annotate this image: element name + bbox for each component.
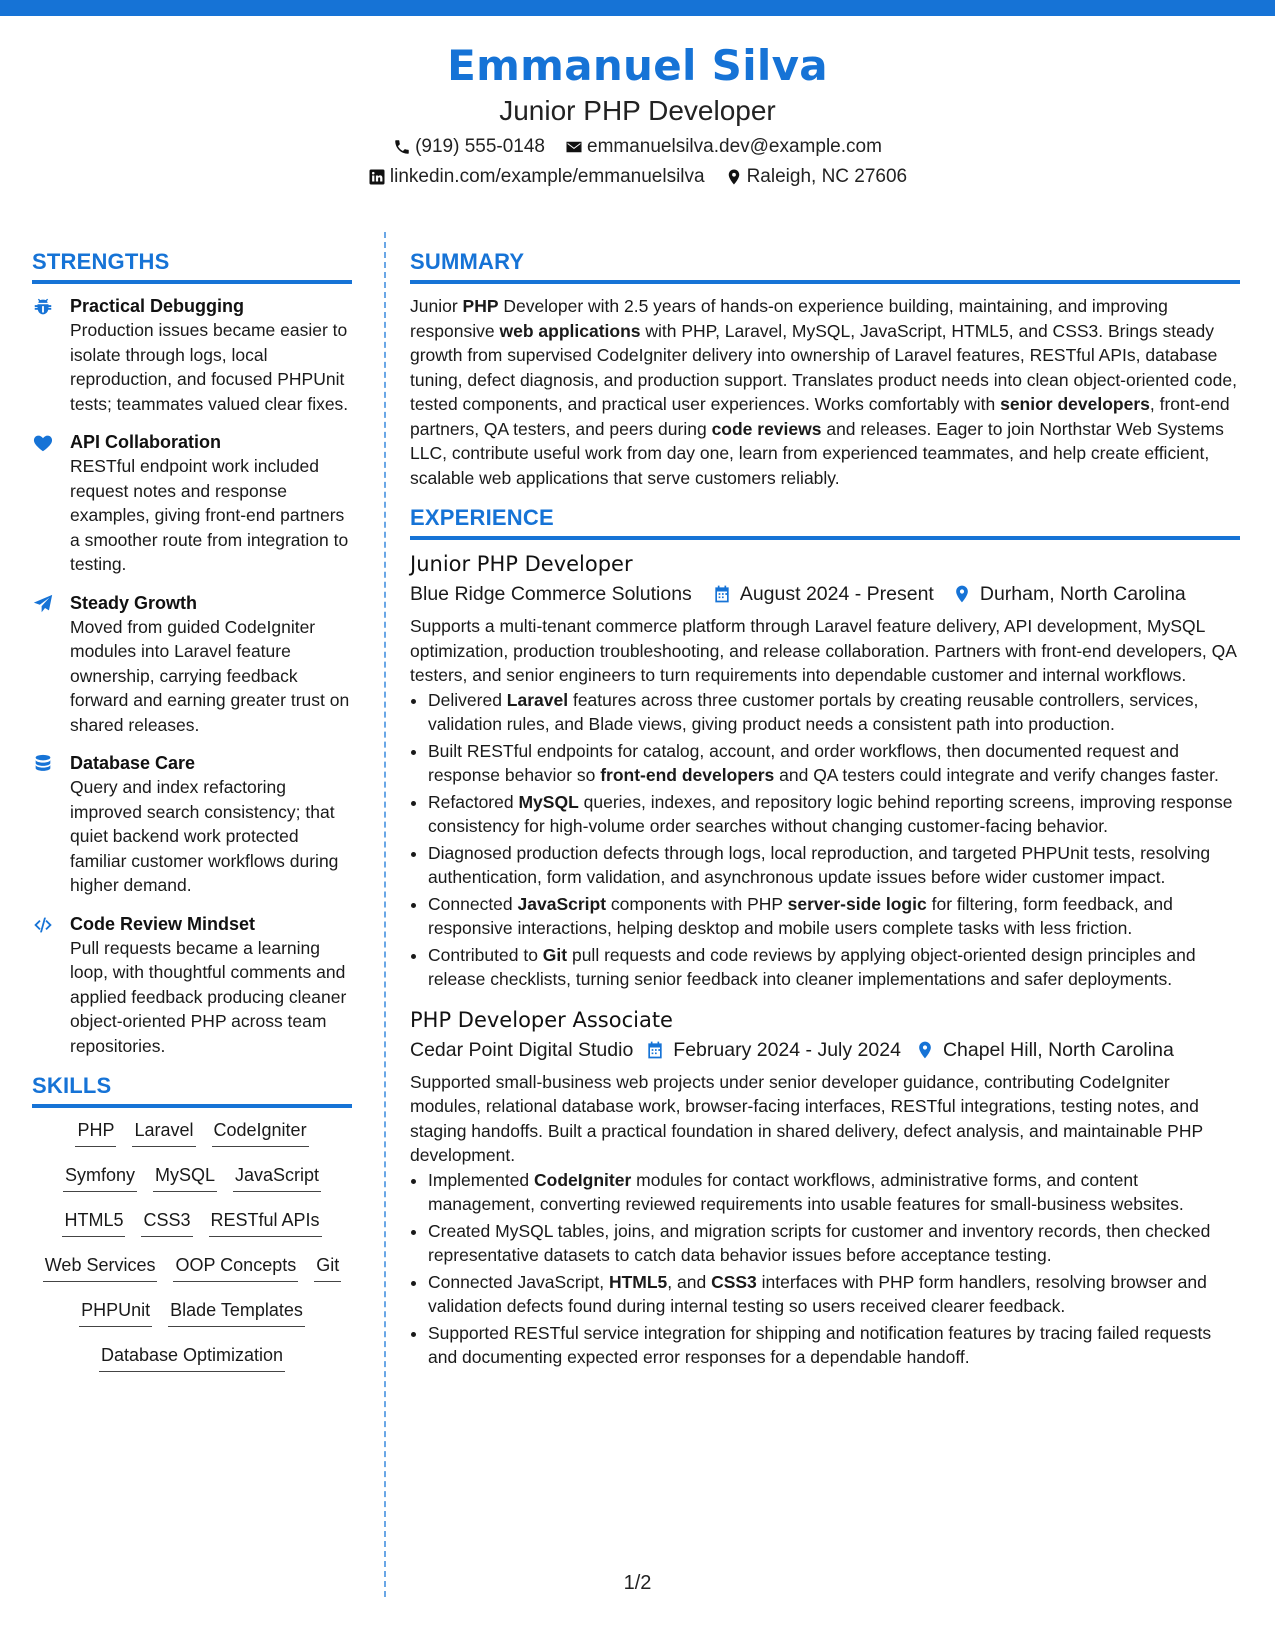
job-title: Junior PHP Developer (410, 552, 633, 576)
text-segment: for filtering, form feedback, and responsive interactions, helping desktop and mobile users complete tasks with less friction. (428, 893, 1173, 938)
strength-item (32, 751, 352, 898)
text-segment: , and (667, 1271, 712, 1292)
bullet-item (428, 790, 1240, 839)
text-segment: Contributed to (428, 944, 543, 965)
map-pin-icon (725, 168, 743, 186)
email-text[interactable]: emmanuelsilva.dev@example.com (587, 136, 882, 157)
skill-tag: Web Services (43, 1253, 158, 1282)
text-segment: Delivered (428, 689, 507, 710)
candidate-title: Junior PHP Developer (499, 95, 776, 126)
skill-tag: Blade Templates (168, 1298, 305, 1327)
text-segment: pull requests and code reviews by applying object-oriented design principles and release checklists, turning senior feedback into cleaner implementations and safer deployments. (428, 944, 1196, 989)
emphasis-text: web applications (499, 320, 641, 341)
skills-row (36, 1163, 348, 1192)
skills-row (36, 1298, 348, 1327)
bullet-item (428, 739, 1240, 788)
strength-title: Practical Debugging (70, 296, 245, 316)
bullet-item (428, 1168, 1240, 1217)
text-segment: modules for contact workflows, administrative forms, and content management, converting reviewed requirements into usable features for small-business websites. (428, 1169, 1184, 1214)
strength-title: API Collaboration (70, 432, 222, 452)
bug-icon (32, 294, 70, 416)
emphasis-text: PHP (462, 296, 499, 316)
bullet-item (428, 688, 1240, 737)
job-description: Supported small-business web projects under senior developer guidance, contributing CodeIgniter modules, relational database work, browser-facing interfaces, RESTful integrations, testing notes, and staging handoffs. Built a practical foundation in shared delivery, defect analysis, and maintainable PHP development. (410, 1071, 1203, 1165)
job-company: Blue Ridge Commerce Solutions (410, 583, 692, 605)
phone-icon (393, 138, 411, 156)
job-entry (410, 550, 1240, 992)
text-segment: Connected JavaScript, (428, 1271, 609, 1292)
map-pin-icon (915, 1040, 935, 1060)
job-bullets (410, 1168, 1240, 1370)
bullet-item (428, 1219, 1240, 1268)
summary-heading: SUMMARY (410, 248, 1240, 284)
bullet-item (428, 943, 1240, 992)
text-segment: , front-end partners, QA testers, and peers during (410, 394, 1230, 439)
skills-row (36, 1253, 348, 1282)
strength-item (32, 591, 352, 738)
text-segment: Created MySQL tables, joins, and migration scripts for customer and inventory records, then checked representative datasets to catch data behavior issues before acceptance testing. (428, 1220, 1211, 1265)
job-description: Supports a multi-tenant commerce platform through Laravel feature delivery, API development, MySQL optimization, production troubleshooting, and release collaboration. Partners with front-end developers, QA testers, and senior engineers to turn requirements into dependable customer and internal workflows. (410, 616, 1236, 685)
text-segment: interfaces with PHP form handlers, resolving browser and validation defects found during internal testing so users received clearer feedback. (428, 1271, 1207, 1316)
text-segment: Connected (428, 893, 518, 914)
emphasis-text: CodeIgniter (534, 1169, 632, 1190)
skill-tag: Symfony (63, 1163, 137, 1192)
job-meta (410, 580, 1240, 608)
strength-item (32, 294, 352, 416)
skills-row (36, 1343, 348, 1372)
text-segment: with PHP, Laravel, MySQL, JavaScript, HTML5, and CSS3. Brings steady growth from supervised CodeIgniter delivery into ownership of Laravel features, RESTful APIs, database tuning, defect diagnosis, and production support. Translates product needs into clean object-oriented code, tested components, and practical user experiences. Works comfortably with (410, 320, 1237, 414)
bullet-item (428, 841, 1240, 890)
right-column (410, 248, 1240, 1372)
job-meta (410, 1036, 1240, 1064)
text-segment: features across three customer portals by creating reusable controllers, services, validation rules, and Blade views, giving product needs a consistent path into production. (428, 689, 1199, 734)
linkedin-text[interactable]: linkedin.com/example/emmanuelsilva (389, 166, 705, 187)
location-text: Raleigh, NC 27606 (746, 166, 908, 187)
text-segment: Junior (410, 296, 463, 316)
strength-title: Code Review Mindset (70, 913, 256, 934)
column-divider (384, 232, 386, 1597)
text-segment: Developer with 2.5 years of hands-on experience building, maintaining, and improving responsive (410, 296, 1168, 341)
job-bullets (410, 688, 1240, 992)
skills-row (36, 1208, 348, 1237)
emphasis-text: JavaScript (517, 893, 607, 914)
strength-item (32, 430, 352, 577)
skills-heading: SKILLS (32, 1072, 352, 1108)
bullet-item (428, 1321, 1240, 1370)
text-segment: components with PHP (606, 893, 788, 914)
emphasis-text: front-end developers (600, 765, 775, 785)
left-column (32, 248, 352, 1388)
summary-text (410, 294, 1240, 490)
emphasis-text: senior developers (1000, 394, 1150, 414)
strength-desc: Pull requests became a learning loop, with thoughtful comments and applied feedback producing cleaner object-oriented PHP across team repositories. (70, 937, 347, 1056)
contact-row-2 (0, 164, 1275, 190)
emphasis-text: Git (542, 944, 568, 965)
skill-tag: Laravel (132, 1118, 195, 1147)
text-segment: and QA testers could integrate and verify changes faster. (774, 765, 1219, 785)
job-dates: August 2024 - Present (739, 583, 934, 605)
text-segment: queries, indexes, and repository logic behind reporting screens, improving response consistency for high-volume order searches without changing customer-facing behavior. (428, 791, 1233, 836)
bullet-item (428, 892, 1240, 941)
skill-tag: Database Optimization (99, 1343, 285, 1372)
emphasis-text: server-side logic (787, 893, 927, 914)
strength-title: Steady Growth (70, 592, 198, 613)
job-title: PHP Developer Associate (410, 1007, 673, 1032)
job-dates: February 2024 - July 2024 (673, 1038, 901, 1061)
emphasis-text: HTML5 (608, 1271, 668, 1292)
candidate-name: Emmanuel Silva (447, 41, 828, 90)
strength-title: Database Care (70, 753, 196, 773)
calendar-icon (712, 584, 732, 604)
skills-row (36, 1118, 348, 1147)
skill-tag: CSS3 (141, 1208, 192, 1237)
strength-desc: Query and index refactoring improved search consistency; that quiet backend work protected familiar customer workflows during higher demand. (70, 777, 339, 895)
top-accent-bar (0, 0, 1275, 16)
location-item (725, 164, 908, 190)
job-location: Durham, North Carolina (979, 583, 1186, 605)
experience-heading: EXPERIENCE (410, 504, 1240, 540)
strengths-heading: STRENGTHS (32, 248, 352, 284)
text-segment: Supported RESTful service integration for shipping and notification features by tracing failed requests and documenting expected error responses for a dependable handoff. (428, 1322, 1212, 1367)
job-location: Chapel Hill, North Carolina (942, 1038, 1174, 1061)
text-segment: Built RESTful endpoints for catalog, account, and order workflows, then documented request and response behavior so (428, 740, 1179, 785)
phone-item (393, 134, 545, 160)
skill-tag: JavaScript (233, 1163, 321, 1192)
job-company: Cedar Point Digital Studio (410, 1038, 634, 1061)
text-segment: Refactored (428, 791, 519, 812)
skill-tag: PHP (75, 1118, 116, 1147)
emphasis-text: Laravel (506, 689, 569, 710)
resume-header (0, 40, 1275, 190)
envelope-icon (565, 138, 583, 156)
paper-plane-icon (32, 591, 70, 738)
strength-desc: Moved from guided CodeIgniter modules into Laravel feature ownership, carrying feedback forward and earning greater trust on shared releases. (70, 616, 350, 735)
heart-icon (32, 430, 70, 577)
strength-desc: Production issues became easier to isolate through logs, local reproduction, and focused PHPUnit tests; teammates valued clear fixes. (70, 320, 349, 414)
phone-text: (919) 555-0148 (415, 136, 545, 157)
skill-tag: CodeIgniter (212, 1118, 309, 1147)
skills-list (32, 1118, 352, 1372)
job-entry (410, 1006, 1240, 1370)
database-icon (32, 751, 70, 898)
page-number: 1/2 (623, 1572, 652, 1594)
linkedin-item (368, 164, 705, 190)
skill-tag: RESTful APIs (209, 1208, 322, 1237)
skill-tag: MySQL (153, 1163, 217, 1192)
contact-row-1 (0, 134, 1275, 160)
skill-tag: OOP Concepts (173, 1253, 298, 1282)
text-segment: Diagnosed production defects through logs, local reproduction, and targeted PHPUnit tests, resolving authentication, form validation, and asynchronous update issues before wider customer impact. (428, 842, 1211, 887)
skill-tag: Git (314, 1253, 341, 1282)
emphasis-text: CSS3 (711, 1271, 757, 1292)
map-pin-icon (952, 584, 972, 604)
strength-item (32, 912, 352, 1059)
skill-tag: PHPUnit (79, 1298, 152, 1327)
code-icon (32, 912, 70, 1059)
bullet-item (428, 1270, 1240, 1319)
skill-tag: HTML5 (62, 1208, 125, 1237)
email-item (565, 134, 882, 160)
strength-desc: RESTful endpoint work included request notes and response examples, giving front-end partners a smoother route from integration to testing. (70, 456, 349, 574)
calendar-icon (645, 1040, 665, 1060)
emphasis-text: code reviews (711, 418, 822, 439)
emphasis-text: MySQL (518, 791, 579, 812)
linkedin-icon (368, 168, 386, 186)
text-segment: and releases. Eager to join Northstar Web Systems LLC, contribute useful work from day one, learn from experienced teammates, and help create efficient, scalable web applications that serve customers reliably. (410, 418, 1224, 488)
text-segment: Implemented (428, 1169, 535, 1190)
